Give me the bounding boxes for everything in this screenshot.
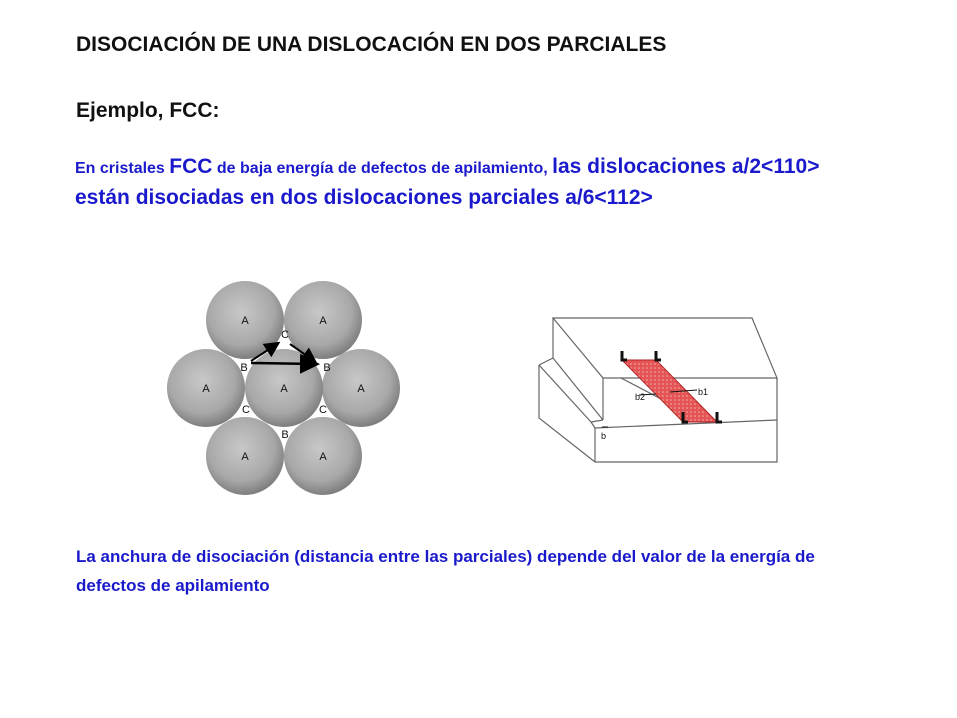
burgers-label-b1: b1 [698,387,709,397]
intro-text-fcc: FCC [169,155,213,178]
burgers-label-b: b [601,431,607,441]
close-packed-layer-figure [160,278,410,500]
intro-text-3: las dislocaciones a/2<110> están disociadas en dos dislocaciones parciales a/6<112> [75,155,820,209]
page-title: DISOCIACIÓN DE UNA DISLOCACIÓN EN DOS PARCIALES [76,33,667,56]
intro-text-2: de baja energía de defectos de apilamiento, [212,160,553,177]
perfect-burgers-arrow [251,363,315,364]
intro-paragraph [75,152,835,214]
atom-label: A [241,315,249,327]
partial-dislocation-symbol [717,412,722,422]
intro-text-1: En cristales [75,160,170,177]
atom-label: A [280,383,288,395]
site-label: B [281,429,289,441]
site-label: C [242,404,250,416]
dissociated-dislocation-figure [525,310,790,475]
site-label: B [240,362,248,374]
site-label: B [323,362,331,374]
atom-label: A [319,315,327,327]
section-subtitle: Ejemplo, FCC: [76,99,220,122]
dissociation-width-note: La anchura de disociación (distancia entre las parciales) depende del valor de la energía de defectos de apilamiento [76,547,815,595]
partial-dislocation-symbol [622,351,627,360]
atom-label: A [202,383,210,395]
site-label: C [319,404,327,416]
atom-label: A [241,451,249,463]
burgers-label-b2: b2 [635,392,646,402]
atom-label: A [357,383,365,395]
partial-dislocation-symbol [656,351,661,360]
site-label: C [281,329,289,341]
atom-label: A [319,451,327,463]
